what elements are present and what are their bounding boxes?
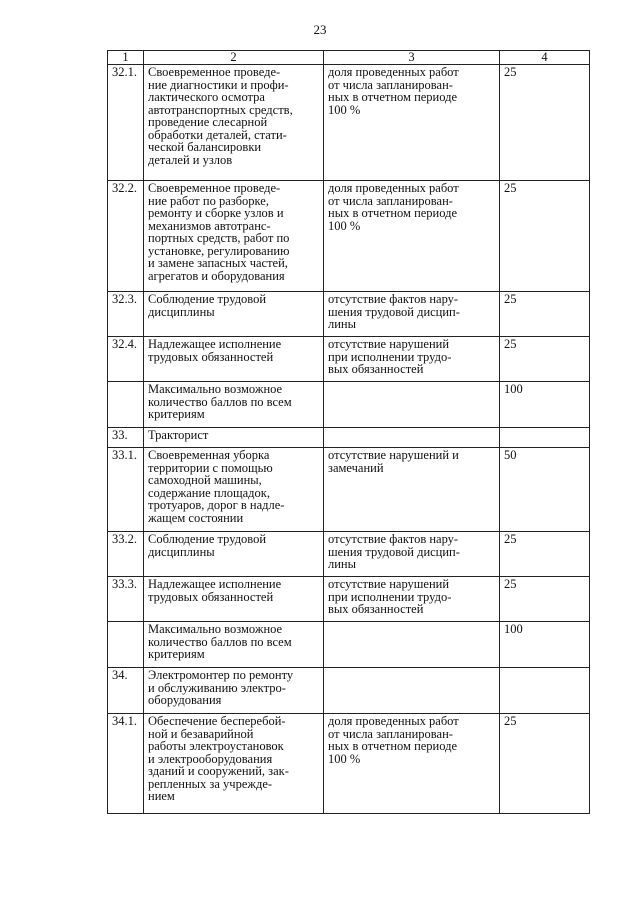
criterion-cell: Соблюдение трудовой дисциплины <box>144 292 324 337</box>
criterion-cell: Своевременное проведе- ние диагностики и профи- лактического осмотра автотранспортных средств, проведение слесарной обработки деталей, стати- ческой балансировки деталей и узлов <box>144 65 324 181</box>
criterion-cell: Максимально возможное количество баллов по всем критериям <box>144 382 324 428</box>
criterion-cell: Надлежащее исполнение трудовых обязанностей <box>144 577 324 622</box>
table-row <box>108 448 590 532</box>
indicator-cell: доля проведенных работ от числа запланирован- ных в отчетном периоде 100 % <box>324 714 500 814</box>
table-row <box>108 181 590 292</box>
criterion-cell: Обеспечение бесперебой- ной и безаварийной работы электроустановок и электрооборудования зданий и сооружений, зак- репленных за учрежде- нием <box>144 714 324 814</box>
criterion-cell: Своевременная уборка территории с помощью самоходной машины, содержание площадок, тротуаров, дорог в надле- жащем состоянии <box>144 448 324 532</box>
indicator-cell: отсутствие нарушений и замечаний <box>324 448 500 532</box>
points-cell: 25 <box>500 337 590 382</box>
points-cell: 25 <box>500 65 590 181</box>
row-number: 33.3. <box>108 577 144 622</box>
row-number: 34.1. <box>108 714 144 814</box>
page-number: 23 <box>313 22 327 37</box>
row-number: 32.2. <box>108 181 144 292</box>
row-number: 33.1. <box>108 448 144 532</box>
table-row <box>108 337 590 382</box>
header-cell: 4 <box>500 51 590 65</box>
header-cell: 3 <box>324 51 500 65</box>
row-number: 33. <box>108 428 144 448</box>
criterion-cell: Максимально возможное количество баллов по всем критериям <box>144 622 324 668</box>
criterion-cell: Надлежащее исполнение трудовых обязанностей <box>144 337 324 382</box>
row-number: 32.4. <box>108 337 144 382</box>
indicator-cell <box>324 428 500 448</box>
row-number: 34. <box>108 668 144 714</box>
table-row <box>108 382 590 428</box>
header-row <box>108 51 590 65</box>
row-number <box>108 622 144 668</box>
table-row <box>108 292 590 337</box>
header-cell: 1 <box>108 51 144 65</box>
points-cell <box>500 428 590 448</box>
table-row <box>108 577 590 622</box>
criterion-cell: Электромонтер по ремонту и обслуживанию электро- оборудования <box>144 668 324 714</box>
indicator-cell: доля проведенных работ от числа запланирован- ных в отчетном периоде 100 % <box>324 181 500 292</box>
indicator-cell <box>324 622 500 668</box>
indicator-cell: доля проведенных работ от числа запланирован- ных в отчетном периоде 100 % <box>324 65 500 181</box>
row-number <box>108 382 144 428</box>
points-cell: 25 <box>500 532 590 577</box>
points-cell <box>500 668 590 714</box>
indicator-cell: отсутствие нарушений при исполнении трудо- вых обязанностей <box>324 337 500 382</box>
points-cell: 25 <box>500 181 590 292</box>
points-cell: 25 <box>500 292 590 337</box>
row-number: 33.2. <box>108 532 144 577</box>
indicator-cell: отсутствие нарушений при исполнении трудо- вых обязанностей <box>324 577 500 622</box>
table-row <box>108 65 590 181</box>
criterion-cell: Соблюдение трудовой дисциплины <box>144 532 324 577</box>
points-cell: 50 <box>500 448 590 532</box>
points-cell: 100 <box>500 382 590 428</box>
points-cell: 100 <box>500 622 590 668</box>
indicator-cell <box>324 668 500 714</box>
header-cell: 2 <box>144 51 324 65</box>
table-row <box>108 532 590 577</box>
indicator-cell: отсутствие фактов нару- шения трудовой дисцип- лины <box>324 292 500 337</box>
criterion-cell: Своевременное проведе- ние работ по разборке, ремонту и сборке узлов и механизмов автотранс- портных средств, работ по установке, регулированию и замене запасных частей, агрегатов и оборудования <box>144 181 324 292</box>
indicator-cell <box>324 382 500 428</box>
table-row <box>108 622 590 668</box>
indicator-cell: отсутствие фактов нару- шения трудовой дисцип- лины <box>324 532 500 577</box>
criterion-cell: Тракторист <box>144 428 324 448</box>
row-number: 32.3. <box>108 292 144 337</box>
row-number: 32.1. <box>108 65 144 181</box>
criteria-table <box>107 50 590 814</box>
table-row <box>108 428 590 448</box>
table-row <box>108 714 590 814</box>
points-cell: 25 <box>500 577 590 622</box>
points-cell: 25 <box>500 714 590 814</box>
table-row <box>108 668 590 714</box>
